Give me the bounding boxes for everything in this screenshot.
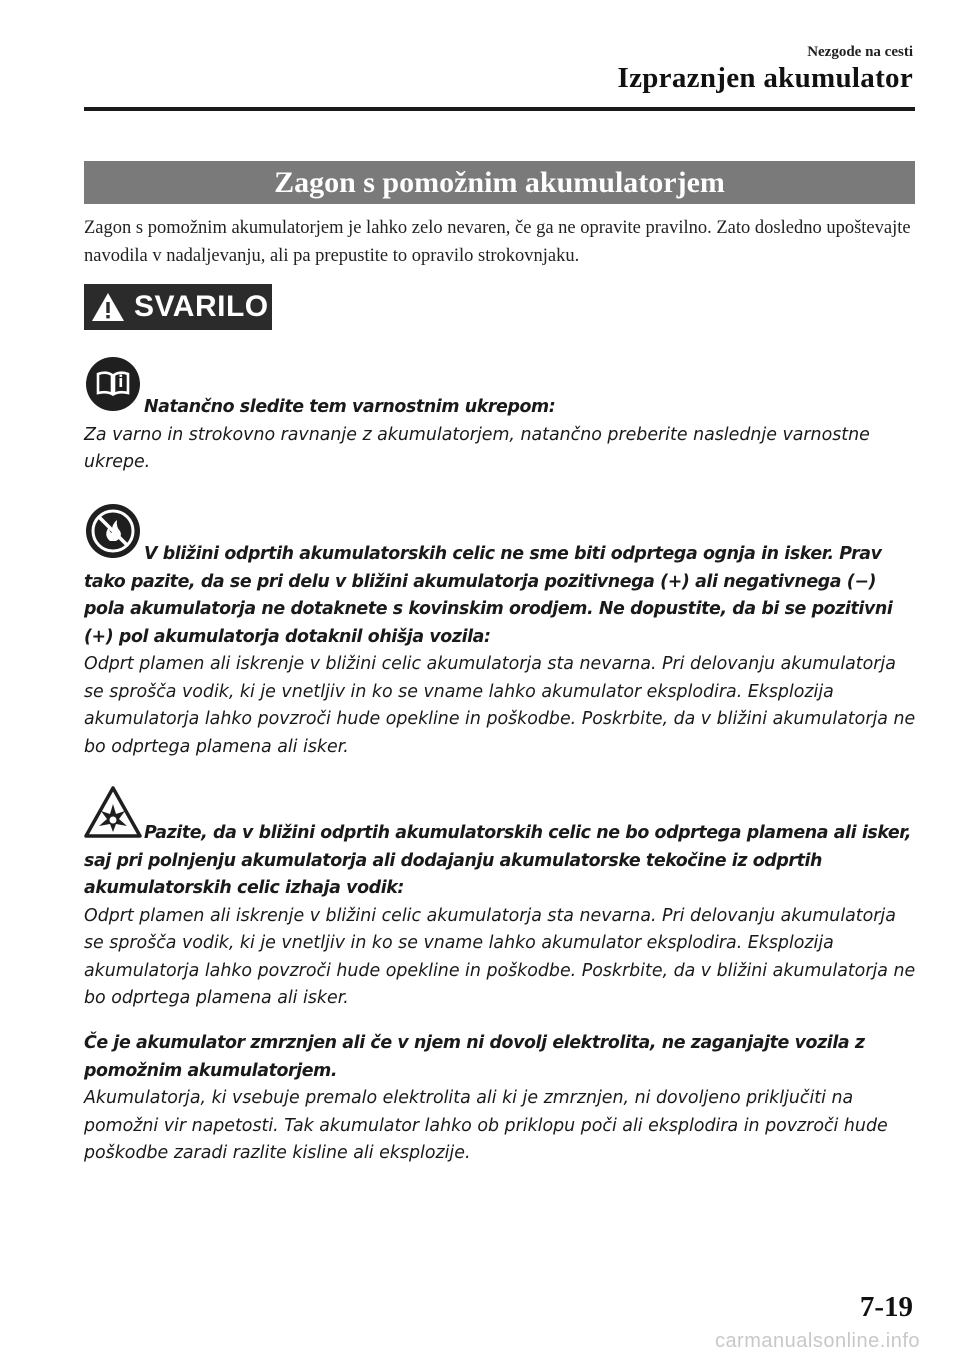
item-body: Za varno in strokovno ravnanje z akumulatorjem, natančno preberite naslednje varnostne ukrepe.	[84, 424, 870, 472]
item-heading: Če je akumulator zmrznjen ali če v njem ni dovolj elektrolita, ne zaganjajte vozila z pomožnim akumulatorjem.	[84, 1033, 865, 1081]
item-heading: V bližini odprtih akumulatorskih celic ne sme biti odprtega ognja in isker. Prav tako pazite, da se pri delu v bližini akumulatorja pozitivnega (+) ali negativnega (−) pola akumulatorja ne dotaknete s kovinskim orodjem. Ne dopustite, da bi se pozitivni (+) pol akumulatorja dotaknil ohišja vozila:	[84, 544, 893, 647]
section-banner: Zagon s pomožnim akumulatorjem	[84, 161, 915, 204]
item-body: Akumulatorja, ki vsebuje premalo elektrolita ali ki je zmrznjen, ni dovoljeno priključiti na pomožni vir napetosti. Tak akumulator lahko ob priklopu poči ali eksplodira in povzroči hude poškodbe zaradi razlite kisline ali eksplozije.	[84, 1088, 888, 1163]
safety-item-manual	[84, 356, 919, 477]
page-number: 7-19	[859, 1291, 913, 1323]
manual-book-icon	[84, 356, 142, 422]
safety-item-frozen-battery	[84, 1030, 919, 1168]
explosion-warning-icon	[84, 786, 142, 848]
no-open-flame-icon	[84, 503, 142, 569]
item-heading: Natančno sledite tem varnostnim ukrepom:	[144, 397, 556, 417]
section-name: Nezgode na cesti	[807, 44, 913, 60]
warning-label-box	[84, 284, 272, 330]
warning-label: SVARILO	[134, 290, 269, 323]
intro-paragraph: Zagon s pomožnim akumulatorjem je lahko zelo nevaren, če ga ne opravite pravilno. Zato dosledno upoštevajte navodila v nadaljevanju, ali pa prepustite to opravilo strokovnjaku.	[84, 218, 911, 266]
page-title: Izpraznjen akumulator	[617, 62, 913, 94]
warning-triangle-icon	[90, 291, 126, 323]
item-heading: Pazite, da v bližini odprtih akumulatorskih celic ne bo odprtega plamena ali isker, saj pri polnjenju akumulatorja ali dodajanju akumulatorske tekočine iz odprtih akumulatorskih celic izhaja vodik:	[84, 823, 912, 898]
safety-item-explosion	[84, 786, 919, 1013]
item-body: Odprt plamen ali iskrenje v bližini celic akumulatorja sta nevarna. Pri delovanju akumulatorja se sprošča vodik, ki je vnetljiv in ko se vname lahko akumulator eksplodira. Eksplozija akumulatorja lahko povzroči hude opekline in poškodbe. Poskrbite, da v bližini akumulatorja ne bo odprtega plamena ali isker.	[84, 905, 916, 1008]
header-divider	[84, 107, 915, 111]
watermark: carmanualsonline.info	[714, 1330, 920, 1352]
item-body: Odprt plamen ali iskrenje v bližini celic akumulatorja sta nevarna. Pri delovanju akumulatorja se sprošča vodik, ki je vnetljiv in ko se vname lahko akumulator eksplodira. Eksplozija akumulatorja lahko povzroči hude opekline in poškodbe. Poskrbite, da v bližini akumulatorja ne bo odprtega plamena ali isker.	[84, 654, 916, 757]
safety-item-no-flame	[84, 503, 919, 761]
